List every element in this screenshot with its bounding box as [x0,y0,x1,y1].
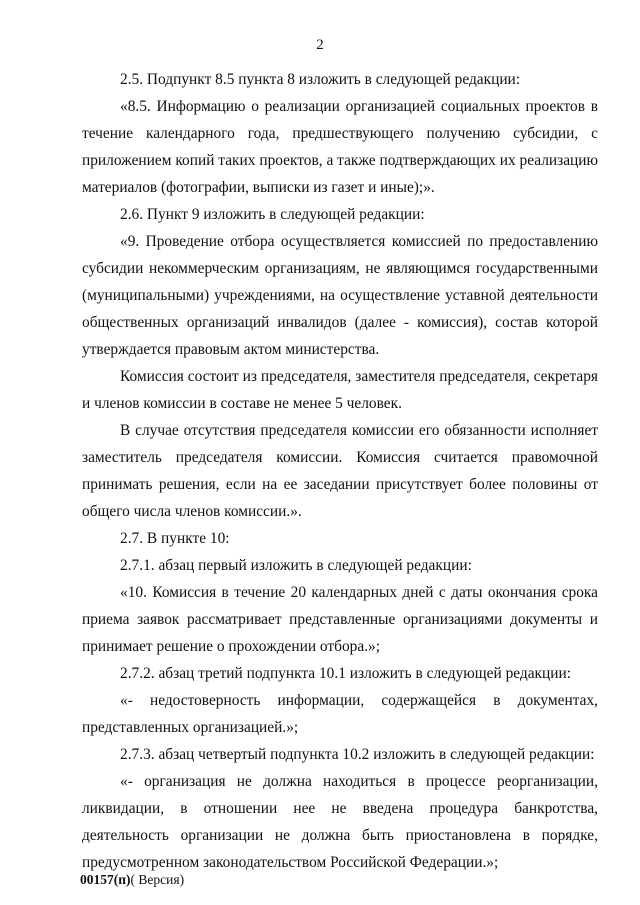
paragraph-2-5: 2.5. Подпункт 8.5 пункта 8 изложить в следующей редакции: [120,71,521,88]
paragraph-commission-composition: Комиссия состоит из председателя, заместителя председателя, секретаря и членов комиссии в составе не менее 5 человек. [82,368,598,412]
paragraph-2-7-3: 2.7.3. абзац четвертый подпункта 10.2 изложить в следующей редакции: [120,746,595,763]
paragraph-chair-absence: В случае отсутствия председателя комиссии его обязанности исполняет заместитель председателя комиссии. Комиссия считается правомочной принимать решения, если на ее заседании присутствует более половины от общего числа членов комиссии.». [82,422,598,520]
document-version: ( Версия) [130,872,185,887]
document-code: 00157(п) [80,872,131,887]
paragraph-reorganization: «- организация не должна находиться в процессе реорганизации, ликвидации, в отношении нее не введена процедура банкротства, деятельность организации не должна быть приостановлена в порядке, предусмотренном законодательством Российской Федерации.»; [82,773,598,871]
document-body [82,66,598,876]
paragraph-10-text: «10. Комиссия в течение 20 календарных дней с даты окончания срока приема заявок рассматривает представленные организациями документы и принимает решение о прохождении отбора.»; [82,584,598,655]
document-footer [80,872,184,888]
paragraph-2-7-2: 2.7.2. абзац третий подпункта 10.1 изложить в следующей редакции: [120,665,572,682]
paragraph-unreliable-info: «- недостоверность информации, содержащейся в документах, представленных организацией.»; [82,692,598,736]
page-number: 2 [316,37,324,53]
paragraph-2-6: 2.6. Пункт 9 изложить в следующей редакции: [120,206,425,223]
paragraph-8-5-text: «8.5. Информацию о реализации организацией социальных проектов в течение календарного года, предшествующего получению субсидии, с приложением копий таких проектов, а также подтверждающих их реализацию материалов (фотографии, выписки из газет и иные);». [82,98,598,196]
paragraph-2-7: 2.7. В пункте 10: [120,530,230,547]
paragraph-9-text: «9. Проведение отбора осуществляется комиссией по предоставлению субсидии некоммерческим организациям, не являющимся государственными (муниципальными) учреждениями, на осуществление уставной деятельности общественных организаций инвалидов (далее - комиссия), состав которой утверждается правовым актом министерства. [82,233,598,358]
paragraph-2-7-1: 2.7.1. абзац первый изложить в следующей редакции: [120,557,472,574]
